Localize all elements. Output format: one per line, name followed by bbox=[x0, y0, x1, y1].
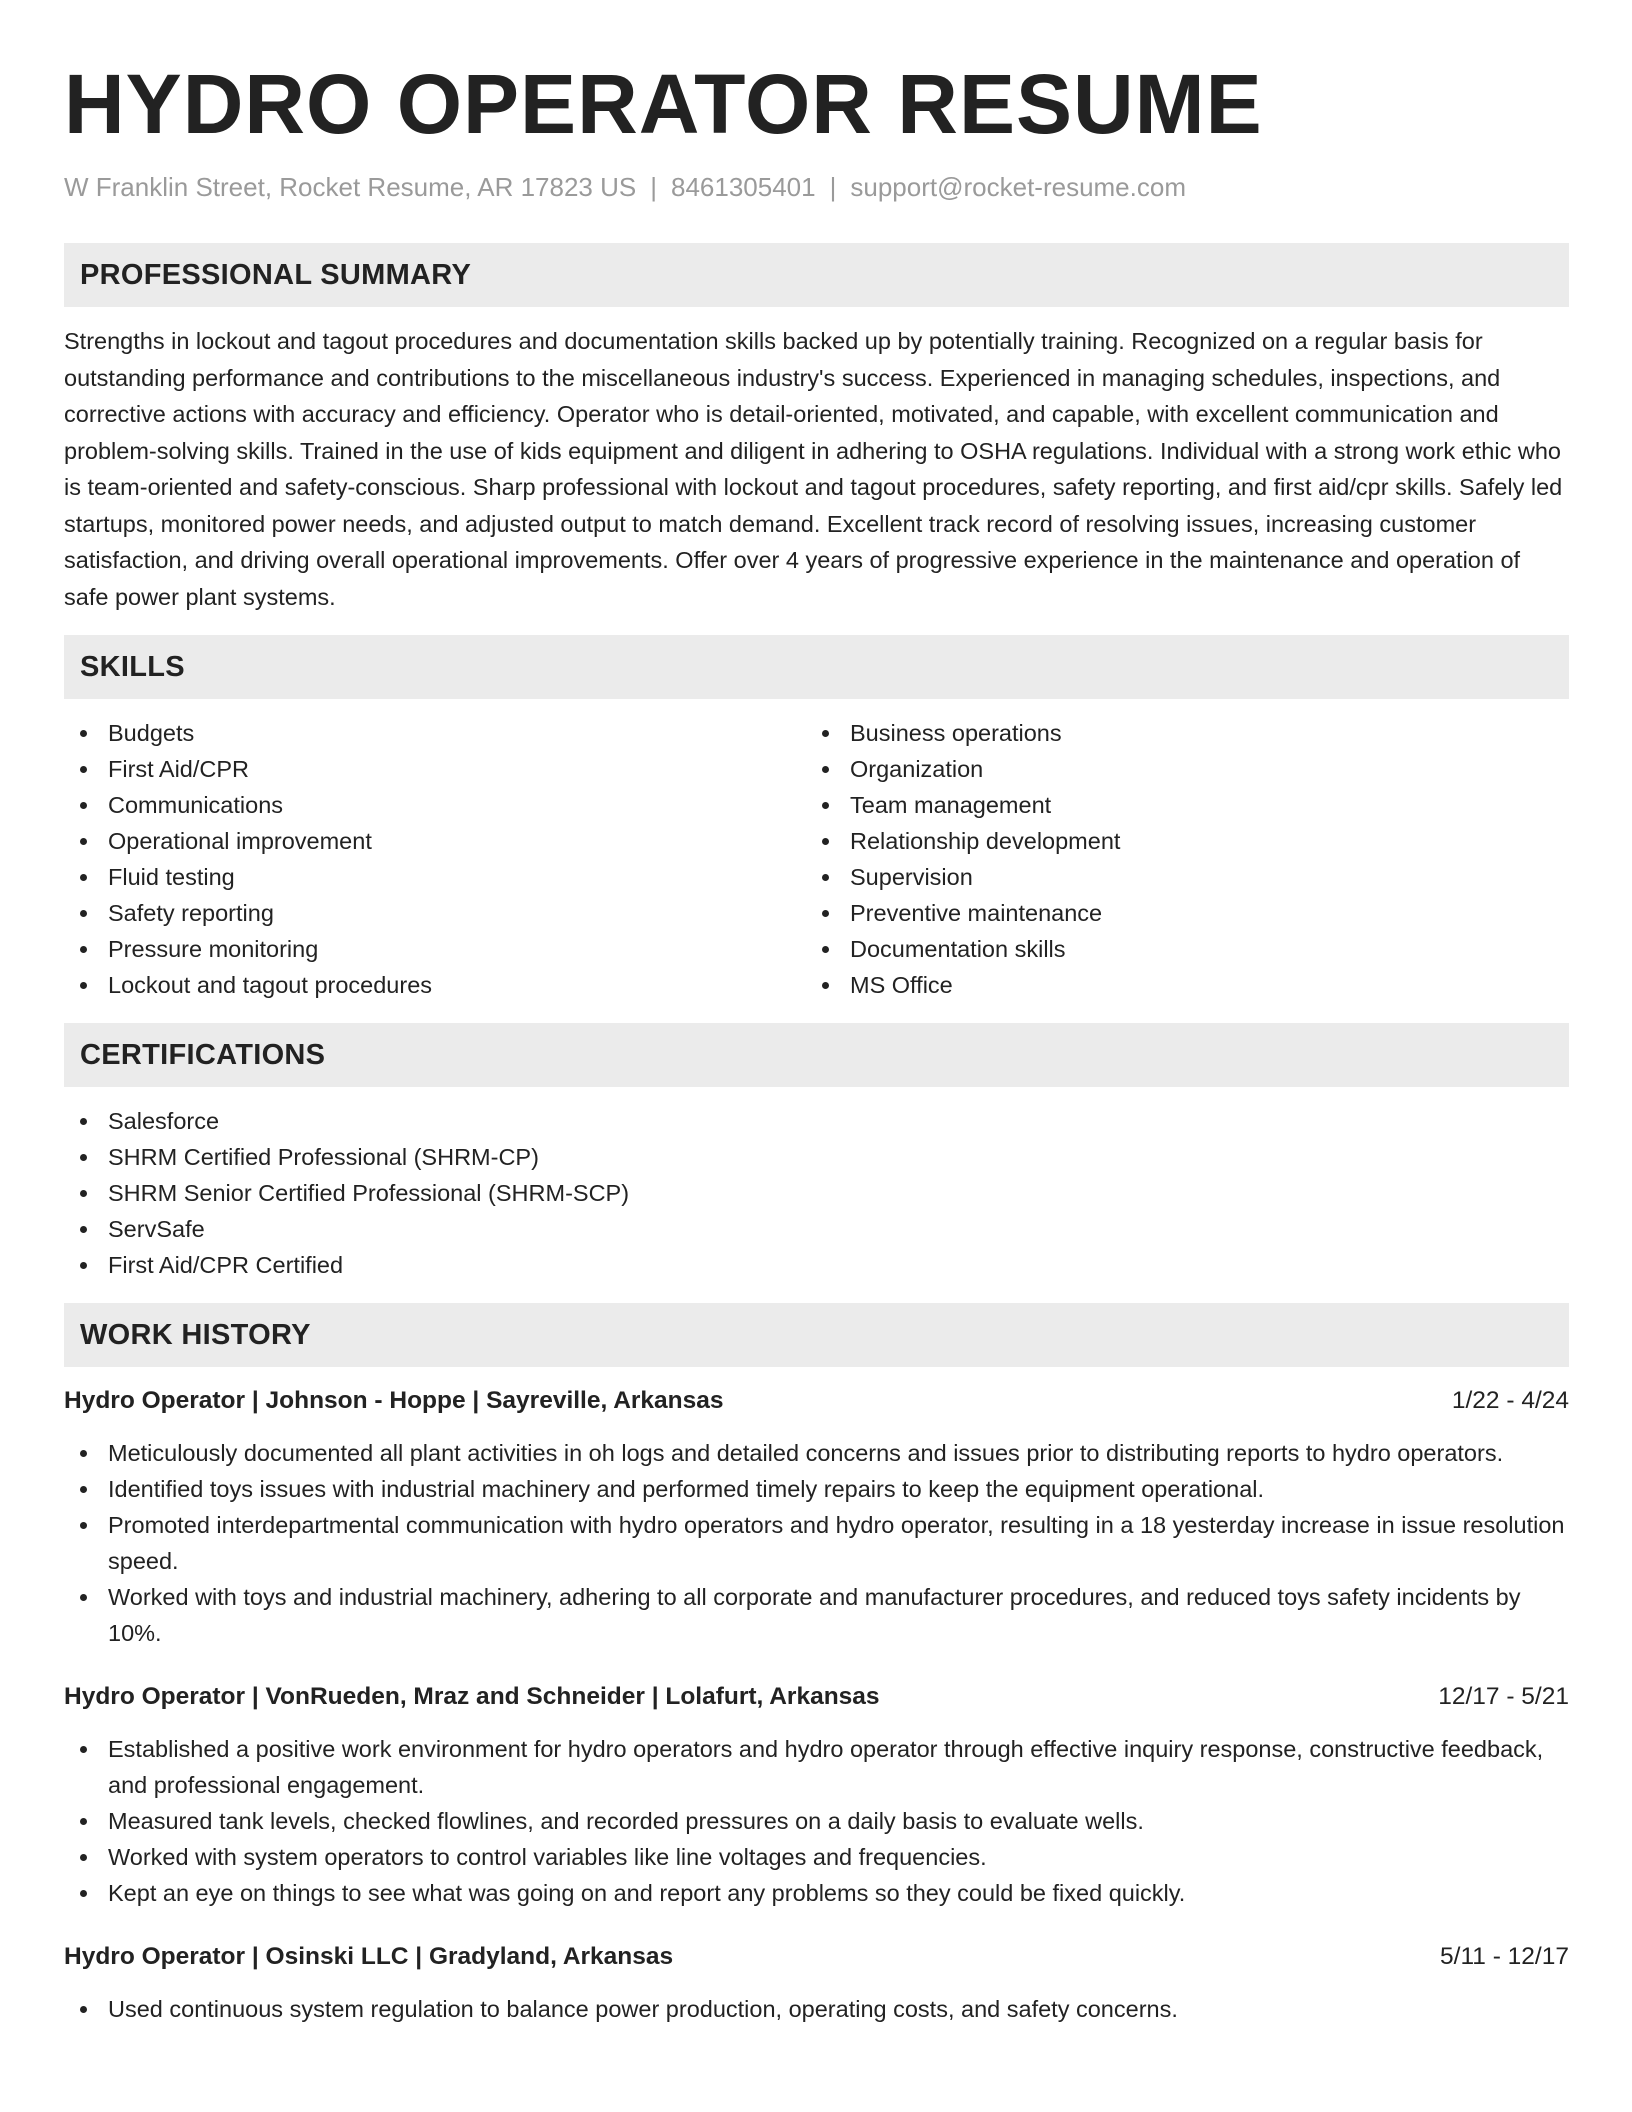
resume-page bbox=[64, 56, 1569, 2027]
job-entry bbox=[64, 1679, 1569, 1911]
contact-separator: | bbox=[829, 172, 837, 202]
skills-column-left bbox=[64, 715, 806, 1003]
skill-item: Preventive maintenance bbox=[806, 895, 1548, 931]
skill-item: Team management bbox=[806, 787, 1548, 823]
job-bullets bbox=[64, 1731, 1569, 1911]
skill-item: Lockout and tagout procedures bbox=[64, 967, 806, 1003]
contact-address: W Franklin Street, Rocket Resume, AR 17823 US bbox=[64, 172, 637, 202]
contact-line bbox=[64, 170, 1569, 204]
job-dates: 5/11 - 12/17 bbox=[1440, 1943, 1569, 1970]
job-header bbox=[64, 1939, 1569, 1975]
job-title: Hydro Operator | Osinski LLC | Gradyland, Arkansas bbox=[64, 1943, 674, 1970]
skill-item: Fluid testing bbox=[64, 859, 806, 895]
job-entry bbox=[64, 1939, 1569, 2027]
job-dates: 1/22 - 4/24 bbox=[1451, 1387, 1569, 1414]
skill-item: Supervision bbox=[806, 859, 1548, 895]
skill-item: Business operations bbox=[806, 715, 1548, 751]
job-title: Hydro Operator | VonRueden, Mraz and Schneider | Lolafurt, Arkansas bbox=[64, 1683, 880, 1710]
skill-item: Budgets bbox=[64, 715, 806, 751]
contact-phone: 8461305401 bbox=[671, 172, 816, 202]
skill-item: First Aid/CPR bbox=[64, 751, 806, 787]
job-bullet: Meticulously documented all plant activities in oh logs and detailed concerns and issues prior to distributing reports to hydro operators. bbox=[64, 1435, 1569, 1471]
certification-item: SHRM Senior Certified Professional (SHRM-SCP) bbox=[64, 1175, 1569, 1211]
skill-item: Safety reporting bbox=[64, 895, 806, 931]
certification-item: Salesforce bbox=[64, 1103, 1569, 1139]
skill-item: MS Office bbox=[806, 967, 1548, 1003]
skill-item: Operational improvement bbox=[64, 823, 806, 859]
skill-item: Relationship development bbox=[806, 823, 1548, 859]
job-header bbox=[64, 1679, 1569, 1715]
skill-item: Documentation skills bbox=[806, 931, 1548, 967]
skill-item: Organization bbox=[806, 751, 1548, 787]
skill-item: Pressure monitoring bbox=[64, 931, 806, 967]
summary-text: Strengths in lockout and tagout procedures and documentation skills backed up by potentially training. Recognized on a regular basis for outstanding performance and contributions to the miscellaneous industry's success. Experienced in managing schedules, inspections, and corrective actions with accuracy and efficiency. Operator who is detail-oriented, motivated, and capable, with excellent communication and problem-solving skills. Trained in the use of kids equipment and diligent in adhering to OSHA regulations. Individual with a strong work ethic who is team-oriented and safety-conscious. Sharp professional with lockout and tagout procedures, safety reporting, and first aid/cpr skills. Safely led startups, monitored power needs, and adjusted output to match demand. Excellent track record of resolving issues, increasing customer satisfaction, and driving overall operational improvements. Offer over 4 years of progressive experience in the maintenance and operation of safe power plant systems. bbox=[64, 328, 1563, 610]
job-title: Hydro Operator | Johnson - Hoppe | Sayreville, Arkansas bbox=[64, 1387, 724, 1414]
contact-email: support@rocket-resume.com bbox=[850, 172, 1186, 202]
job-bullet: Promoted interdepartmental communication with hydro operators and hydro operator, resulting in a 18 yesterday increase in issue resolution speed. bbox=[64, 1507, 1569, 1579]
job-bullet: Kept an eye on things to see what was going on and report any problems so they could be fixed quickly. bbox=[64, 1875, 1569, 1911]
skill-item: Communications bbox=[64, 787, 806, 823]
page-title: HYDRO OPERATOR RESUME bbox=[64, 57, 1263, 151]
skills-column-right bbox=[806, 715, 1548, 1003]
certifications-heading: CERTIFICATIONS bbox=[64, 1023, 1569, 1087]
job-bullets bbox=[64, 1991, 1569, 2027]
skills-heading: SKILLS bbox=[64, 635, 1569, 699]
certification-item: First Aid/CPR Certified bbox=[64, 1247, 1569, 1283]
job-bullet: Used continuous system regulation to balance power production, operating costs, and safety concerns. bbox=[64, 1991, 1569, 2027]
summary-heading: PROFESSIONAL SUMMARY bbox=[64, 243, 1569, 307]
job-bullet: Identified toys issues with industrial machinery and performed timely repairs to keep the equipment operational. bbox=[64, 1471, 1569, 1507]
job-bullets bbox=[64, 1435, 1569, 1651]
job-header bbox=[64, 1383, 1569, 1419]
certification-item: SHRM Certified Professional (SHRM-CP) bbox=[64, 1139, 1569, 1175]
job-entry bbox=[64, 1383, 1569, 1651]
job-bullet: Established a positive work environment for hydro operators and hydro operator through effective inquiry response, constructive feedback, and professional engagement. bbox=[64, 1731, 1569, 1803]
job-bullet: Worked with system operators to control variables like line voltages and frequencies. bbox=[64, 1839, 1569, 1875]
job-dates: 12/17 - 5/21 bbox=[1438, 1683, 1569, 1710]
work-history-heading: WORK HISTORY bbox=[64, 1303, 1569, 1367]
certifications-list bbox=[64, 1103, 1569, 1283]
job-bullet: Worked with toys and industrial machinery, adhering to all corporate and manufacturer procedures, and reduced toys safety incidents by 10%. bbox=[64, 1579, 1569, 1651]
skills-list bbox=[64, 715, 1569, 1003]
certification-item: ServSafe bbox=[64, 1211, 1569, 1247]
job-bullet: Measured tank levels, checked flowlines, and recorded pressures on a daily basis to evaluate wells. bbox=[64, 1803, 1569, 1839]
contact-separator: | bbox=[650, 172, 657, 202]
